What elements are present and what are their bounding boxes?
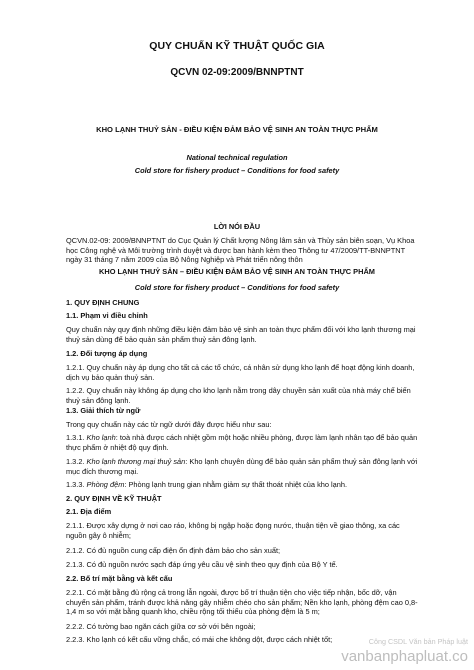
section-1-1-text: Quy chuẩn này quy định những điều kiện đảm bảo vệ sinh an toàn thực phẩm đối với kho lạnh thương mại thuỷ sản dùng để bảo quản sản phẩm thuỷ sản đông lạnh. <box>66 325 416 344</box>
section-1-2-1-text: 1.2.1. Quy chuẩn này áp dụng cho tất cả các tổ chức, cá nhân sử dụng kho lạnh để hoạt động kinh doanh, dịch vụ bảo quản thuỷ sản. <box>66 363 415 382</box>
section-2-1-1-text: 2.1.1. Được xây dựng ở nơi cao ráo, không bị ngập hoặc đọng nước, thuận tiện về giao thông, xa các nguồn gây ô nhiễm; <box>66 521 400 540</box>
watermark-line-1: Công CSDL Văn bản Pháp luật <box>368 637 468 646</box>
section-2-1-2-text: 2.1.2. Có đủ nguồn cung cấp điện ổn định đảm bảo cho sản xuất; <box>66 546 281 555</box>
definition-1-3-3: 1.3.3. Phòng đệm: Phòng lạnh trung gian nhằm giảm sự thất thoát nhiệt của kho lạnh. <box>66 480 348 489</box>
doc-title: QUY CHUẨN KỸ THUẬT QUỐC GIA <box>149 40 325 52</box>
section-2-2-2-text: 2.2.2. Có tường bao ngăn cách giữa cơ sở với bên ngoài; <box>66 622 256 631</box>
definition-1-3-1: 1.3.1. Kho lạnh: toà nhà được cách nhiệt gồm một hoặc nhiều phòng, được làm lạnh nhân tạo để bảo quản thực phẩm ở nhiệt độ quy định. <box>66 433 418 452</box>
section-1-1-heading: 1.1. Phạm vi điều chỉnh <box>66 311 148 320</box>
doc-code: QCVN 02-09:2009/BNNPTNT <box>170 67 304 78</box>
term-kho-lanh: Kho lạnh <box>86 433 116 442</box>
section-2-1-3-text: 2.1.3. Có đủ nguồn nước sạch đáp ứng yêu cầu vệ sinh theo quy định của Bộ Y tế. <box>66 560 338 569</box>
subject-repeat: KHO LẠNH THUỶ SẢN – ĐIỀU KIỆN ĐẢM BẢO VỆ SINH AN TOÀN THỰC PHẨM <box>99 267 375 276</box>
foreword-text: QCVN.02-09: 2009/BNNPTNT do Cục Quản lý Chất lượng Nông lâm sản và Thủy sản biên soạn, Vụ Khoa học Công nghệ và Môi trường trình duyệt và được ban hành kèm theo Thông tư 47/2009/TT-BNNPTNT ngày 31 tháng 7 năm 2009 của Bộ Nông Nghiệp và Phát triển nông thôn <box>66 236 415 265</box>
definition-1-3-2: 1.3.2. Kho lạnh thương mại thuỷ sản: Kho lạnh chuyên dùng để bảo quản sản phẩm thuỷ sản đông lạnh với mục đích thương mại. <box>66 457 418 476</box>
term-phong-dem: Phòng đệm <box>86 480 125 489</box>
section-1-3-intro: Trong quy chuẩn này các từ ngữ dưới đây được hiểu như sau: <box>66 420 272 429</box>
section-1-3-heading: 1.3. Giải thích từ ngữ <box>66 406 141 415</box>
en-label: National technical regulation <box>186 153 288 162</box>
en-subject-repeat: Cold store for fishery product – Conditions for food safety <box>134 283 340 292</box>
section-2-heading: 2. QUY ĐỊNH VỀ KỸ THUẬT <box>66 494 162 503</box>
doc-subject: KHO LẠNH THUỶ SẢN - ĐIỀU KIỆN ĐẢM BẢO VỆ SINH AN TOÀN THỰC PHẨM <box>96 125 378 134</box>
section-1-heading: 1. QUY ĐỊNH CHUNG <box>66 298 140 307</box>
section-2-2-1-text: 2.2.1. Có mặt bằng đủ rộng cả trong lẫn ngoài, được bố trí thuận tiện cho việc tiếp nhận, bốc dỡ, vận chuyển sản phẩm, tránh được khả năng gây nhiễm chéo cho sản phẩm; Nền kho lạnh, phòng đệm cao 0,8-1,4 m so với mặt bằng quanh kho, chiều rộng tối thiểu của phòng đệm là 5 m; <box>66 588 418 617</box>
section-1-2-2-text: 1.2.2. Quy chuẩn này không áp dụng cho kho lạnh nằm trong dây chuyền sản xuất của nhà máy chế biến thuỷ sản đông lạnh. <box>66 386 411 405</box>
en-subject: Cold store for fishery product – Conditions for food safety <box>134 166 340 175</box>
section-2-1-heading: 2.1. Địa điểm <box>66 507 112 516</box>
watermark-line-2: vanbanphapluat.co <box>341 648 468 665</box>
term-kho-lanh-thuong-mai: Kho lạnh thương mại thuỷ sản <box>86 457 186 466</box>
section-2-2-3-text: 2.2.3. Kho lạnh có kết cấu vững chắc, có mái che không dột, được cách nhiệt tốt; <box>66 635 333 644</box>
foreword-heading: LỜI NÓI ĐẦU <box>213 222 261 231</box>
section-1-2-heading: 1.2. Đối tượng áp dụng <box>66 349 148 358</box>
section-2-2-heading: 2.2. Bố trí mặt bằng và kết cấu <box>66 574 173 583</box>
